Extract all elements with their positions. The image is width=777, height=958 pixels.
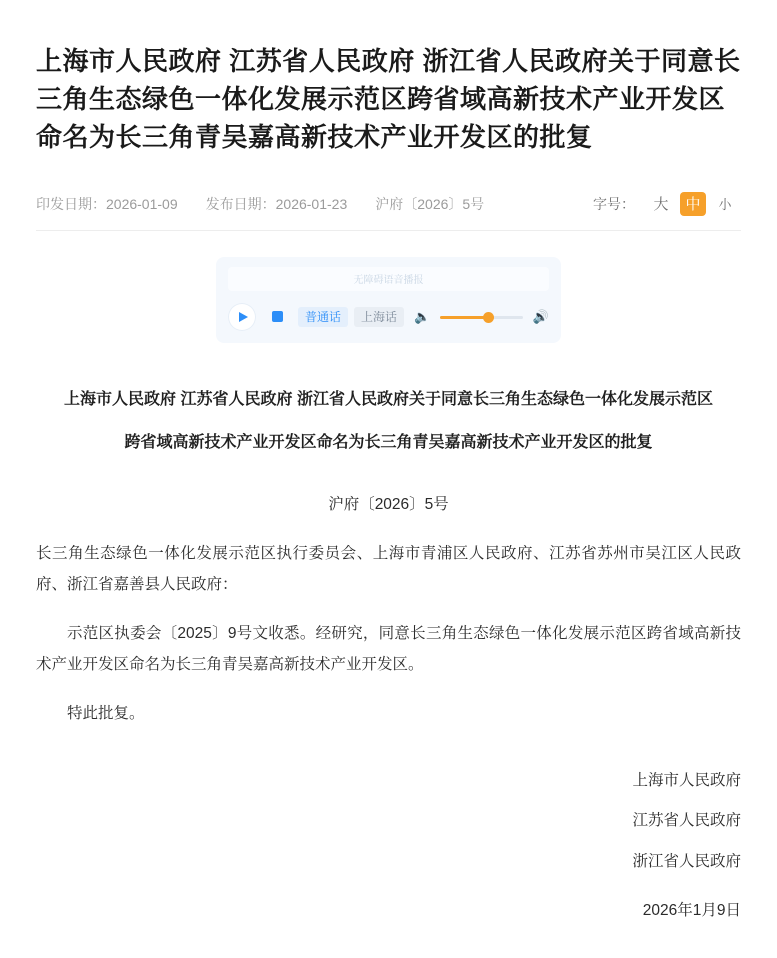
volume-low-icon[interactable]: 🔈 — [414, 309, 431, 325]
language-tabs — [298, 307, 404, 327]
audio-player-wrapper — [36, 231, 741, 357]
signature-line-1: 上海市人民政府 — [632, 772, 741, 790]
font-size-small-button[interactable]: 小 — [712, 192, 738, 216]
signature-block — [36, 747, 741, 882]
paragraph-addressee: 长三角生态绿色一体化发展示范区执行委员会、上海市青浦区人民政府、江苏省苏州市吴江区人民政府、浙江省嘉善县人民政府： — [36, 545, 741, 594]
inner-title-line-1: 上海市人民政府 江苏省人民政府 浙江省人民政府关于同意长三角生态绿色一体化发展示范区 — [64, 390, 713, 408]
paragraph-closing: 特此批复。 — [67, 705, 145, 723]
page-title: 上海市人民政府 江苏省人民政府 浙江省人民政府关于同意长三角生态绿色一体化发展示范区跨省域高新技术产业开发区命名为长三角青吴嘉高新技术产业开发区的批复 — [36, 46, 741, 152]
font-size-label: 字号： — [593, 195, 635, 212]
tab-mandarin[interactable]: 普通话 — [298, 307, 348, 327]
volume-slider[interactable] — [440, 310, 523, 324]
audio-caption: 无障碍语音播报 — [228, 267, 549, 291]
signature-line-3: 浙江省人民政府 — [632, 852, 741, 870]
volume-slider-knob[interactable] — [483, 312, 494, 323]
paragraph-body: 示范区执委会〔2025〕9号文收悉。经研究，同意长三角生态绿色一体化发展示范区跨省域高新技术产业开发区命名为长三角青吴嘉高新技术产业开发区。 — [36, 625, 741, 674]
document-number: 沪府〔2026〕5号 — [375, 195, 485, 212]
audio-controls — [228, 303, 549, 331]
publish-date: 发布日期：2026-01-23 — [205, 195, 348, 212]
volume-high-icon[interactable]: 🔊 — [532, 309, 549, 325]
inner-document-number: 沪府〔2026〕5号 — [328, 496, 449, 514]
font-size-controls — [593, 192, 741, 216]
signature-date: 2026年1月9日 — [642, 901, 741, 919]
font-size-medium-button[interactable]: 中 — [680, 192, 706, 216]
stop-icon[interactable] — [266, 306, 288, 328]
document-page — [0, 17, 777, 958]
play-icon[interactable] — [228, 303, 256, 331]
audio-player — [216, 257, 561, 343]
font-size-large-button[interactable]: 大 — [648, 192, 674, 216]
stop-square-icon — [272, 311, 283, 322]
document-meta-row — [36, 182, 741, 231]
volume-slider-fill — [440, 316, 488, 319]
play-triangle-icon — [239, 312, 248, 322]
inner-title-line-2: 跨省域高新技术产业开发区命名为长三角青吴嘉高新技术产业开发区的批复 — [124, 434, 653, 452]
print-date: 印发日期：2026-01-09 — [36, 195, 178, 212]
signature-line-2: 江苏省人民政府 — [632, 812, 741, 830]
tab-shanghainese[interactable]: 上海话 — [354, 307, 404, 327]
document-body — [36, 357, 741, 958]
